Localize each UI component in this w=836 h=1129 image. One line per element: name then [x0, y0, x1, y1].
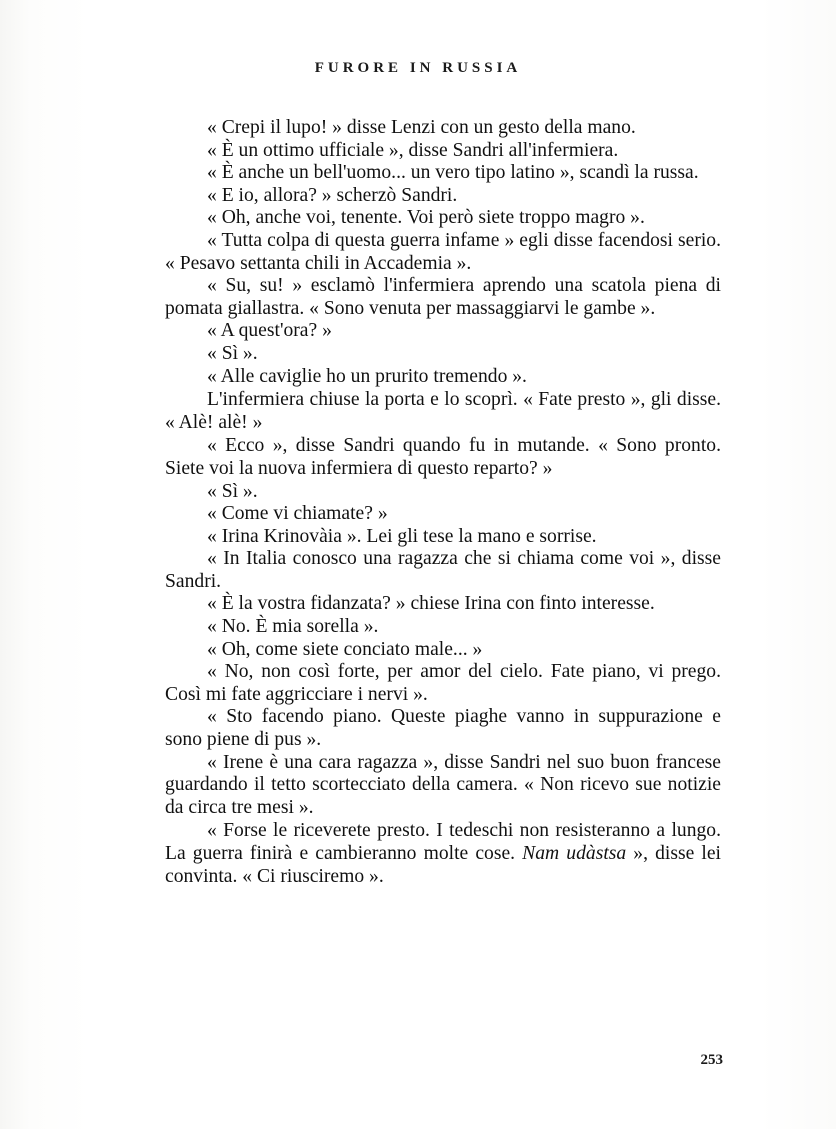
paragraph: « No. È mia sorella ». — [207, 616, 379, 638]
paragraph: « Oh, come siete conciato male... » — [207, 638, 483, 660]
paragraph: « A quest'ora? » — [207, 320, 332, 342]
paragraph: « Irina Krinovàia ». Lei gli tese la mano e sorrise. — [207, 525, 597, 547]
italic-phrase: Nam udàstsa — [522, 843, 627, 864]
paragraph: « Ecco », disse Sandri quando fu in mutande. « Sono pronto. Siete voi la nuova infermiera di questo reparto? » — [165, 435, 721, 479]
paragraph: « Come vi chiamate? » — [207, 503, 388, 525]
paragraph: « È anche un bell'uomo... un vero tipo latino », scandì la russa. — [207, 162, 699, 184]
paragraph: « È la vostra fidanzata? » chiese Irina con finto interesse. — [207, 593, 655, 615]
text-run: », disse lei convinta. « Ci riusciremo ». — [165, 843, 722, 887]
paragraph: « Irene è una cara ragazza », disse Sandri nel suo buon francese guardando il tetto scortecciato della camera. « Non ricevo sue notizie da circa tre mesi ». — [165, 751, 721, 818]
paragraph: « No, non così forte, per amor del cielo. Fate piano, vi prego. Così mi fate aggricciare i nervi ». — [165, 661, 721, 705]
paragraph: « Sì ». — [207, 342, 258, 364]
paragraph: « Alle caviglie ho un prurito tremendo ». — [207, 365, 527, 387]
paragraph: « Crepi il lupo! » disse Lenzi con un gesto della mano. — [207, 117, 636, 138]
paragraph: « È un ottimo ufficiale », disse Sandri all'infermiera. — [207, 139, 619, 161]
paragraph: « Tutta colpa di questa guerra infame » egli disse facendosi serio. « Pesavo settanta chili in Accademia ». — [165, 229, 721, 274]
paragraph: « Oh, anche voi, tenente. Voi però siete troppo magro ». — [207, 207, 645, 229]
paragraph: « Sto facendo piano. Queste piaghe vanno in suppurazione e sono piene di pus ». — [165, 706, 721, 751]
page-number: 253 — [700, 1052, 723, 1068]
paragraph: « In Italia conosco una ragazza che si chiama come voi », disse Sandri. — [165, 548, 721, 592]
paragraph: « Sì ». — [207, 480, 258, 502]
body-text — [165, 117, 721, 888]
paragraph-last — [165, 820, 721, 888]
running-head: FURORE IN RUSSIA — [314, 60, 522, 76]
paragraph: L'infermiera chiuse la porta e lo scoprì. « Fate presto », gli disse. « Alè! alè! » — [165, 389, 721, 433]
paragraph: « Su, su! » esclamò l'infermiera aprendo una scatola piena di pomata giallastra. « Sono venuta per massaggiarvi le gambe ». — [165, 275, 721, 319]
text-run: « Forse le riceverete presto. I tedeschi non resisteranno a lungo. La guerra finirà e cambieranno molte cose. — [165, 820, 721, 864]
paragraph: « E io, allora? » scherzò Sandri. — [207, 184, 458, 206]
